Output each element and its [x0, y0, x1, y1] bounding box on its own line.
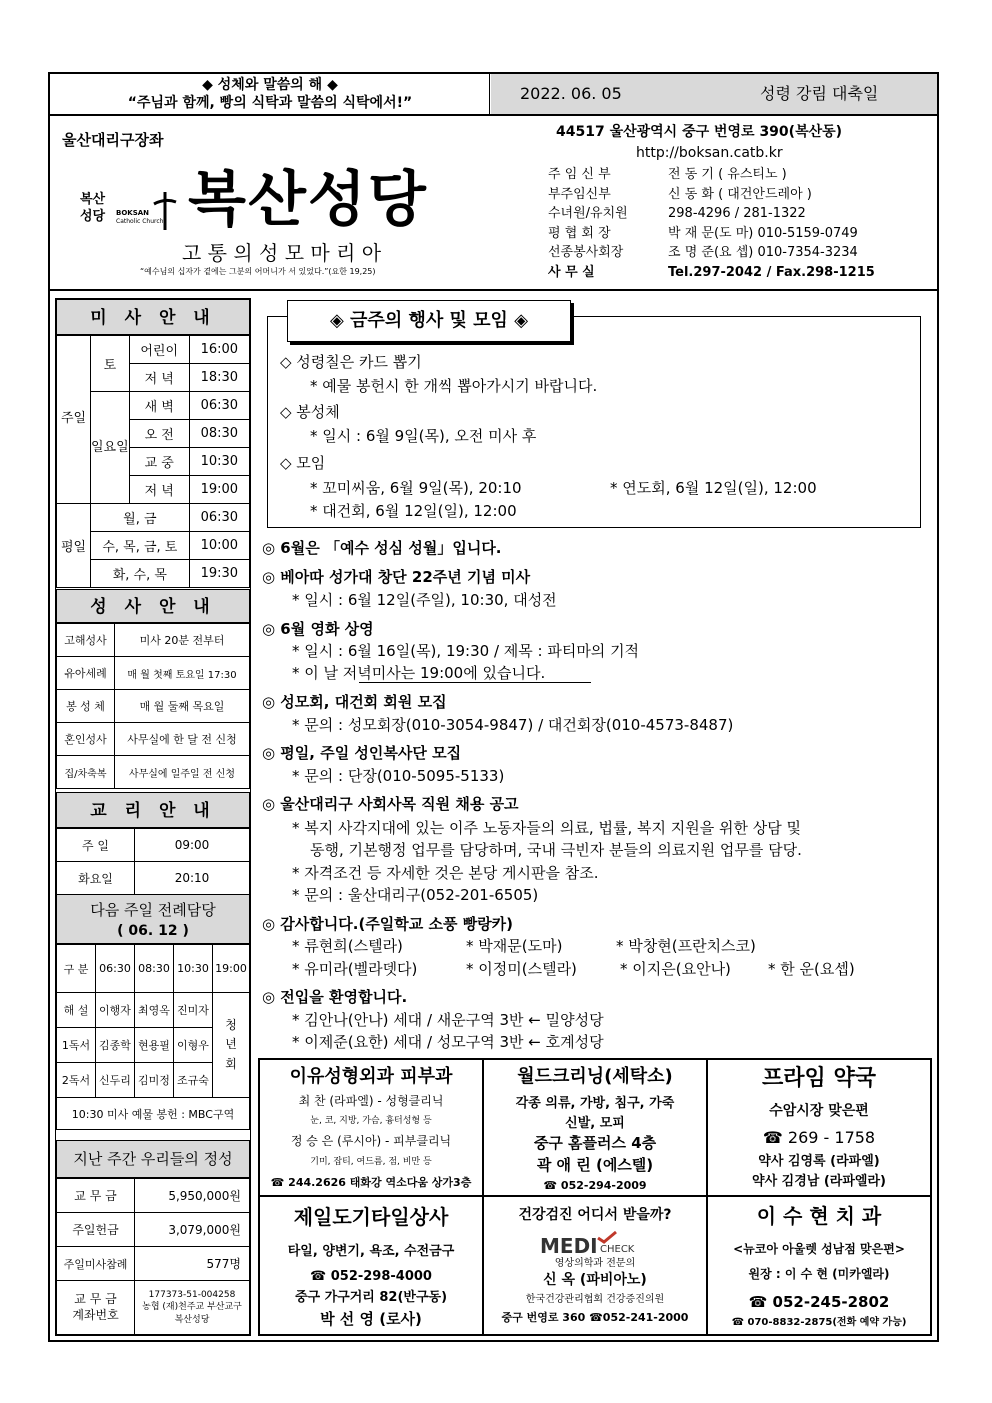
sacrament-name: 집/차축복 — [57, 756, 115, 789]
account-number: 177373-51-004258 — [148, 1289, 236, 1300]
events-title: ◈ 금주의 행사 및 모임 ◈ — [329, 310, 529, 331]
parish-name: 복산성당 — [188, 165, 428, 235]
mass-time: 06:30 — [189, 504, 249, 532]
medicheck-logo: MEDI — [540, 1234, 598, 1258]
event-head: ◇ 봉성체 — [280, 403, 340, 421]
event-line: * 대건회, 6월 12일(일), 12:00 — [310, 502, 517, 520]
ad-line: 눈, 코, 지방, 가슴, 흉터성형 등 — [310, 1116, 432, 1126]
mass-time: 06:30 — [189, 392, 249, 420]
catechism-day: 화요일 — [57, 862, 135, 895]
mass-time: 10:00 — [189, 532, 249, 560]
staff-value: 박 재 문(도 마) 010-5159-0749 — [668, 225, 858, 241]
mass-title: 미 사 안 내 — [56, 299, 250, 335]
ad-line: 중구 가구거리 82(반구동) — [294, 1290, 448, 1305]
liturgy-head: 19:00 — [213, 945, 250, 993]
youth-label: 청년회 — [213, 993, 250, 1098]
ad-line: ☎ 052-245-2802 — [748, 1293, 890, 1311]
logo-en-2: Catholic Church — [116, 218, 164, 225]
event-line: * 예물 봉헌시 한 개씩 뽑아가시기 바랍니다. — [310, 377, 598, 395]
sacrament-name: 봉 성 체 — [57, 690, 115, 723]
logo-left-bottom: 성당 — [80, 209, 106, 224]
cross-icon — [150, 190, 180, 232]
account-label: 계좌번호 — [72, 1307, 119, 1322]
diocese: 울산대리구장좌 — [62, 131, 164, 149]
notice-line: * 일시 : 6월 16일(목), 19:30 / 제목 : 파티마의 기적 — [292, 642, 640, 660]
ad-line: 정 승 은 (루시아) - 피부클리닉 — [290, 1134, 452, 1148]
notice-head: ◎ 울산대리구 사회사목 직원 채용 공고 — [262, 795, 519, 813]
ad-line: 한국건강관리협회 건강증진의원 — [525, 1294, 665, 1305]
event-head: ◇ 성령칠은 카드 뽑기 — [280, 353, 422, 371]
ad-line: 영상의학과 전문의 — [554, 1258, 636, 1269]
offering-value: 5,950,000원 — [135, 1179, 250, 1213]
ad-line: ☎ 052-298-4000 — [310, 1269, 432, 1284]
ad-line: 신 옥 (파비아노) — [543, 1272, 647, 1288]
account-bank: 농협 (재)천주교 부산교구 — [142, 1302, 242, 1313]
staff-value: 전 동 기 ( 유스티노 ) — [668, 167, 787, 182]
ad-line: 신발, 모피 — [565, 1116, 625, 1131]
staff-role: 부주임신부 — [548, 186, 611, 202]
thanks-name: * 류현희(스텔라) — [292, 937, 403, 955]
sunday-label: 주일 — [57, 336, 91, 504]
liturgy-role: 2독서 — [57, 1063, 96, 1098]
ad-line: 수암시장 맞은편 — [769, 1103, 869, 1119]
staff-value: 298-4296 / 281-1322 — [668, 206, 806, 221]
liturgy-cell: 이형우 — [174, 1028, 213, 1063]
ad-line: 약사 김경남 (라파엘라) — [752, 1174, 886, 1189]
catechism-time: 09:00 — [135, 829, 250, 862]
sacrament-value: 사무실에 일주일 전 신청 — [115, 756, 250, 789]
ad-line: ☎ 052-294-2009 — [543, 1179, 647, 1192]
mass-table — [56, 335, 250, 588]
parish-address: 44517 울산광역시 중구 번영로 390(복산동) — [556, 124, 843, 140]
notice-line: * 자격조건 등 자세한 것은 본당 게시판을 참조. — [292, 864, 599, 882]
event-line: * 일시 : 6월 9일(목), 오전 미사 후 — [310, 427, 537, 445]
catechism-time: 20:10 — [135, 862, 250, 895]
account-holder: 복산성당 — [174, 1314, 210, 1325]
sacrament-value: 매 월 첫째 토요일 17:30 — [115, 657, 250, 690]
sacrament-table — [56, 623, 250, 789]
notice-head: ◎ 6월 영화 상영 — [262, 620, 374, 638]
ad-line: 중구 번영로 360 ☎052-241-2000 — [501, 1311, 689, 1324]
ad-title: 프라임 약국 — [762, 1066, 876, 1091]
staff-role: 사 무 실 — [548, 264, 595, 280]
notice-line: * 이제준(요한) 세대 / 성모구역 3반 ← 호계성당 — [292, 1033, 604, 1051]
mass-name: 저 녁 — [129, 364, 189, 392]
ad-line: ☎ 269 - 1758 — [762, 1128, 876, 1147]
mass-name: 저 녁 — [129, 476, 189, 504]
event-line: * 꼬미씨움, 6월 9일(목), 20:10 — [310, 479, 522, 497]
theme-quote: “주님과 함께, 빵의 식탁과 말씀의 식탁에서!” — [127, 95, 413, 111]
offering-value: 3,079,000원 — [135, 1213, 250, 1247]
mass-time: 10:30 — [189, 448, 249, 476]
staff-value: 신 동 화 ( 대건안드레아 ) — [668, 186, 812, 202]
ad-title: 월드크리닝(세탁소) — [517, 1066, 673, 1087]
ad-title: 제일도기타일상사 — [293, 1205, 449, 1229]
mass-name: 어린이 — [129, 336, 189, 364]
notice-line: * 문의 : 울산대리구(052-201-6505) — [292, 886, 539, 904]
liturgy-cell: 진미자 — [174, 993, 213, 1028]
parish-website[interactable]: http://boksan.catb.kr — [636, 145, 783, 161]
ad-line: 원장 : 이 수 현 (미카엘라) — [748, 1267, 890, 1281]
liturgy-cell: 신두리 — [96, 1063, 135, 1098]
offering-table — [56, 1178, 250, 1335]
staff-role: 선종봉사회장 — [548, 245, 624, 260]
liturgy-cell: 현용필 — [135, 1028, 174, 1063]
thanks-name: * 박재문(도마) — [466, 937, 563, 955]
liturgy-cell: 조규숙 — [174, 1063, 213, 1098]
notice-head: ◎ 6월은 「예수 성심 성월」입니다. — [262, 539, 502, 557]
ad-line: 기미, 잡티, 여드름, 점, 비만 등 — [310, 1157, 432, 1167]
liturgy-head: 10:30 — [174, 945, 213, 993]
notice-head: ◎ 베아따 성가대 창단 22주년 기념 미사 — [262, 568, 531, 586]
catechism-day: 주 일 — [57, 829, 135, 862]
mass-name: 월, 금 — [91, 504, 190, 532]
thanks-name: * 이지은(요안나) — [620, 960, 731, 978]
mass-time: 19:00 — [189, 476, 249, 504]
liturgy-cell: 최영옥 — [135, 993, 174, 1028]
feast-name: 성령 강림 대축일 — [760, 84, 879, 103]
staff-role: 수녀원/유치원 — [548, 206, 628, 221]
notice-line: 동행, 기본행정 업무를 담당하며, 국내 극빈자 분들의 의료지원 업무를 담당. — [310, 841, 802, 859]
ad-line: <뉴코아 아울렛 성남점 맞은편> — [733, 1242, 905, 1256]
event-line: * 연도회, 6월 12일(일), 12:00 — [610, 479, 817, 497]
offering-name: 교 무 금 — [57, 1179, 135, 1213]
liturgy-head: 06:30 — [96, 945, 135, 993]
notice-line: * 일시 : 6월 12일(주일), 10:30, 대성전 — [292, 591, 557, 609]
notice-line: * 문의 : 성모회장(010-3054-9847) / 대건회장(010-4573-8487) — [292, 716, 734, 734]
parish-patron: 고 통 의 성 모 마 리 아 — [182, 241, 382, 265]
thanks-name: * 한 운(요셉) — [768, 960, 855, 978]
theme-line: ◆ 성체와 말씀의 해 ◆ — [202, 77, 338, 93]
event-head: ◇ 모임 — [280, 454, 326, 472]
mass-name: 화, 수, 목 — [91, 560, 190, 588]
notice-head: ◎ 전입을 환영합니다. — [262, 988, 408, 1006]
mass-time: 18:30 — [189, 364, 249, 392]
notice-head: ◎ 감사합니다.(주일학교 소풍 빵랑카) — [262, 915, 514, 933]
liturgy-cell: 이행자 — [96, 993, 135, 1028]
staff-value: 조 명 준(요 셉) 010-7354-3234 — [668, 245, 858, 260]
notice-line: * 복지 사각지대에 있는 이주 노동자들의 의료, 법률, 복지 지원을 위한 상담 및 — [292, 819, 801, 837]
mass-time: 08:30 — [189, 420, 249, 448]
offering-name: 주일미사참례 — [57, 1247, 135, 1281]
mass-time: 16:00 — [189, 336, 249, 364]
liturgy-title: 다음 주일 전례담당 — [90, 901, 216, 919]
ad-line: 약사 김영록 (라파엘) — [758, 1154, 880, 1169]
logo-left-top: 복산 — [80, 192, 106, 207]
liturgy-date: ( 06. 12 ) — [117, 923, 189, 939]
mass-name: 오 전 — [129, 420, 189, 448]
sacrament-title: 성 사 안 내 — [56, 589, 250, 623]
logo-en-1: BOKSAN — [116, 209, 150, 217]
thanks-name: * 유미라(벨라뎃다) — [292, 960, 418, 978]
ad-line: 각종 의류, 가방, 침구, 가죽 — [515, 1096, 675, 1111]
bulletin-date: 2022. 06. 05 — [520, 84, 622, 103]
liturgy-role: 1독서 — [57, 1028, 96, 1063]
ad-line: 박 선 영 (로사) — [320, 1310, 422, 1328]
catechism-table — [56, 828, 250, 895]
check-icon — [596, 1230, 618, 1244]
sacrament-value: 미사 20분 전부터 — [115, 624, 250, 657]
staff-value: Tel.297-2042 / Fax.298-1215 — [668, 264, 875, 280]
ad-line: 중구 홈플러스 4층 — [533, 1134, 657, 1152]
sacrament-name: 고해성사 — [57, 624, 115, 657]
staff-role: 평 협 회 장 — [548, 225, 611, 241]
ad-line: 타일, 양변기, 욕조, 수전금구 — [287, 1244, 455, 1259]
liturgy-cell: 김종학 — [96, 1028, 135, 1063]
notice-head: ◎ 평일, 주일 성인복사단 모집 — [262, 744, 462, 762]
notice-line: * 이 날 저녁미사는 19:00에 있습니다. — [292, 664, 546, 682]
sacrament-name: 유아세례 — [57, 657, 115, 690]
ad-title: 건강검진 어디서 받을까? — [518, 1207, 672, 1223]
patron-quote: “예수님의 십자가 곁에는 그분의 어머니가 서 있었다.”(요한 19,25) — [140, 267, 376, 276]
staff-role: 주 임 신 부 — [548, 167, 611, 182]
weekday-label: 평일 — [57, 504, 91, 588]
notice-line: * 문의 : 단장(010-5095-5133) — [292, 767, 505, 785]
offering-title: 지난 주간 우리들의 정성 — [73, 1150, 233, 1168]
notice-head: ◎ 성모회, 대건회 회원 모집 — [262, 693, 447, 711]
ad-line: 곽 애 린 (에스텔) — [536, 1156, 654, 1174]
sunday-day-label: 일요일 — [91, 392, 130, 504]
liturgy-table — [56, 944, 250, 1130]
sacrament-value: 매 월 둘째 목요일 — [115, 690, 250, 723]
mass-time: 19:30 — [189, 560, 249, 588]
liturgy-role: 해 설 — [57, 993, 96, 1028]
thanks-name: * 박창현(프란치스코) — [616, 937, 756, 955]
mass-name: 수, 목, 금, 토 — [91, 532, 190, 560]
ad-line: 최 찬 (라파엘) - 성형클리닉 — [298, 1094, 444, 1108]
account-label: 교 무 금 — [74, 1291, 117, 1306]
liturgy-head: 구 분 — [57, 945, 96, 993]
offering-value: 577명 — [135, 1247, 250, 1281]
ad-title: 이 수 현 치 과 — [756, 1204, 882, 1228]
sacrament-value: 사무실에 한 달 전 신청 — [115, 723, 250, 756]
mass-name: 교 중 — [129, 448, 189, 476]
medicheck-logo-sub: CHECK — [600, 1244, 635, 1255]
liturgy-head: 08:30 — [135, 945, 174, 993]
ad-line: ☎ 070-8832-2875(전화 예약 가능) — [731, 1317, 907, 1328]
catechism-title: 교 리 안 내 — [56, 792, 250, 828]
mass-name: 새 벽 — [129, 392, 189, 420]
broadcast-note: 10:30 미사 예물 봉헌 : MBC구역 — [57, 1098, 250, 1130]
thanks-name: * 이정미(스텔라) — [466, 960, 577, 978]
saturday-label: 토 — [91, 336, 130, 392]
offering-name: 주일헌금 — [57, 1213, 135, 1247]
ad-title: 이유성형외과 피부과 — [289, 1066, 453, 1087]
sacrament-name: 혼인성사 — [57, 723, 115, 756]
notice-line: * 김안나(안나) 세대 / 새운구역 3반 ← 밀양성당 — [292, 1011, 604, 1029]
ad-line: ☎ 244.2626 태화강 역소다움 상가3층 — [270, 1176, 472, 1189]
liturgy-cell: 김미정 — [135, 1063, 174, 1098]
